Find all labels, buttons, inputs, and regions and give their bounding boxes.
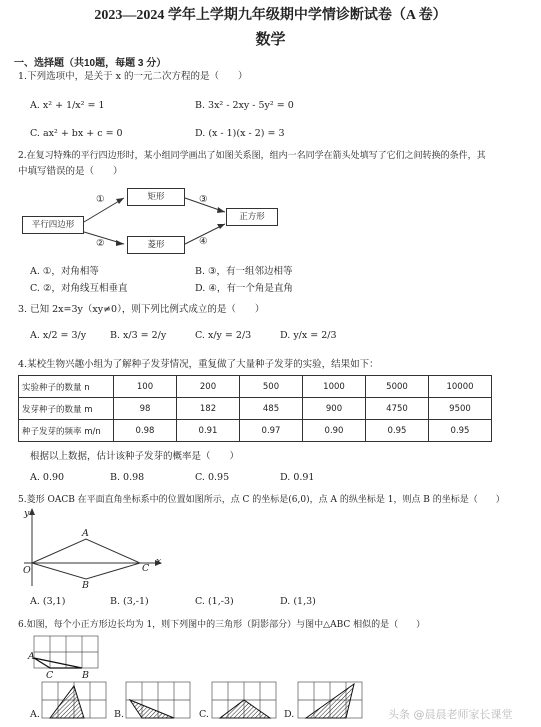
q5-coordinate-figure [20, 506, 170, 592]
q4-option-d: D. 0.91 [280, 472, 315, 483]
q6-option-c: C. [199, 709, 209, 720]
q6-option-c-grid [212, 682, 276, 718]
table-cell: 98 [114, 398, 177, 420]
arrow-label-3: ③ [199, 194, 208, 205]
arrowhead-3 [217, 207, 225, 213]
table-row [19, 398, 492, 420]
q4-option-c: C. 0.95 [195, 472, 230, 483]
q4-followup: 根据以上数据，估计该种子发芽的概率是（ ） [30, 451, 240, 462]
exam-title: 2023—2024 学年上学期九年级期中学情诊断试卷（A 卷） [94, 8, 447, 23]
q6-option-b-grid [126, 682, 190, 718]
row-label-m: 发芽种子的数量 m [19, 398, 114, 420]
table-cell: 0.98 [114, 420, 177, 442]
q6-stem: 6.如图，每个小正方形边长均为 1，则下列图中的三角形（阴影部分）与图中△ABC 相似的是（ ） [18, 620, 426, 630]
table-cell: 182 [177, 398, 240, 420]
shaded-triangle-b [130, 700, 174, 718]
q6-label-a: A [28, 651, 35, 662]
q2-option-c: C. ②，对角线互相垂直 [30, 283, 128, 294]
q6-option-b: B. [114, 709, 125, 720]
q2-stem-line1: 2.在复习特殊的平行四边形时，某小组同学画出了如图关系图，组内一名同学在箭头处填写了它们之间转换的条件，其 [18, 151, 486, 161]
q3-stem: 3. 已知 2x=3y（xy≠0），则下列比例式成立的是（ ） [18, 304, 265, 315]
label-y: y [24, 508, 30, 519]
box-parallelogram: 平行四边形 [22, 216, 84, 234]
watermark: 头条 @晨晨老师家长课堂 [388, 708, 513, 721]
table-row [19, 376, 492, 398]
label-a: A [82, 528, 89, 539]
shaded-triangle-c [220, 700, 270, 718]
arrowhead-2 [116, 240, 124, 246]
q5-stem: 5.菱形 OACB 在平面直角坐标系中的位置如图所示，点 C 的坐标是(6,0)，点 A 的纵坐标是 1，则点 B 的坐标是（ ） [18, 495, 505, 505]
row-label-n: 实验种子的数量 n [19, 376, 114, 398]
label-b: B [82, 580, 89, 591]
q6-option-d: D. [284, 709, 295, 720]
q1-option-c: C. ax² + bx + c = 0 [30, 128, 123, 139]
table-cell: 9500 [429, 398, 492, 420]
rhombus-oacb [32, 539, 140, 579]
table-cell: 500 [240, 376, 303, 398]
table-cell: 0.95 [366, 420, 429, 442]
table-cell: 200 [177, 376, 240, 398]
q6-main-grid-figure [30, 634, 102, 680]
table-cell: 4750 [366, 398, 429, 420]
q3-option-a: A. x/2 = 3/y [30, 330, 87, 341]
q1-option-d: D. (x - 1)(x - 2) = 3 [195, 128, 285, 139]
arrowhead-1 [116, 198, 124, 204]
box-square: 正方形 [226, 208, 278, 226]
arrow-label-4: ④ [199, 236, 208, 247]
q1-option-a: A. x² + 1/x² = 1 [30, 100, 105, 111]
table-row [19, 420, 492, 442]
q2-stem-line2: 中填写错误的是（ ） [18, 166, 123, 177]
arrow-label-2: ② [96, 238, 105, 249]
q4-data-table [18, 375, 492, 442]
q6-option-a-grid [42, 682, 106, 718]
table-cell: 485 [240, 398, 303, 420]
shaded-triangle-a [50, 686, 84, 718]
table-cell: 100 [114, 376, 177, 398]
q3-option-d: D. y/x = 2/3 [280, 330, 337, 341]
q6-option-d-grid [298, 682, 362, 718]
q5-option-a: A. (3,1) [30, 596, 66, 607]
q4-stem: 4.某校生物兴趣小组为了解种子发芽情况，重复做了大量种子发芽的实验，结果如下： [18, 359, 379, 370]
q6-label-b: B [82, 670, 89, 681]
arrow-label-1: ① [96, 194, 105, 205]
q3-option-b: B. x/3 = 2/y [110, 330, 167, 341]
table-cell: 5000 [366, 376, 429, 398]
label-o: O [23, 565, 31, 576]
q5-option-d: D. (1,3) [280, 596, 316, 607]
box-rhombus: 菱形 [127, 236, 185, 254]
q2-option-d: D. ④，有一个角是直角 [195, 283, 293, 294]
table-cell: 0.95 [429, 420, 492, 442]
q4-option-b: B. 0.98 [110, 472, 145, 483]
table-cell: 0.90 [303, 420, 366, 442]
table-cell: 900 [303, 398, 366, 420]
y-axis-arrow [29, 508, 35, 515]
q2-option-a: A. ①，对角相等 [30, 266, 99, 277]
row-label-frequency: 种子发芽的频率 m/n [19, 420, 114, 442]
table-cell: 0.97 [240, 420, 303, 442]
triangle-abc [34, 658, 82, 668]
section-heading: 一、选择题（共10题，每题 3 分） [14, 58, 167, 69]
q5-option-b: B. (3,-1) [110, 596, 149, 607]
label-x: x [156, 556, 162, 567]
q4-option-a: A. 0.90 [30, 472, 65, 483]
q6-label-c: C [46, 670, 54, 681]
q1-option-b: B. 3x² - 2xy - 5y² = 0 [195, 100, 294, 111]
subject-title: 数学 [255, 32, 286, 48]
table-cell: 1000 [303, 376, 366, 398]
q6-option-a: A. [30, 709, 40, 720]
q2-option-b: B. ③，有一组邻边相等 [195, 266, 293, 277]
box-rectangle: 矩形 [127, 188, 185, 206]
table-cell: 0.91 [177, 420, 240, 442]
label-c: C [142, 563, 150, 574]
q1-stem: 1.下列选项中，是关于 x 的一元二次方程的是（ ） [18, 71, 248, 82]
arrowhead-4 [217, 224, 225, 229]
q3-option-c: C. x/y = 2/3 [195, 330, 252, 341]
table-cell: 10000 [429, 376, 492, 398]
q5-option-c: C. (1,-3) [195, 596, 234, 607]
